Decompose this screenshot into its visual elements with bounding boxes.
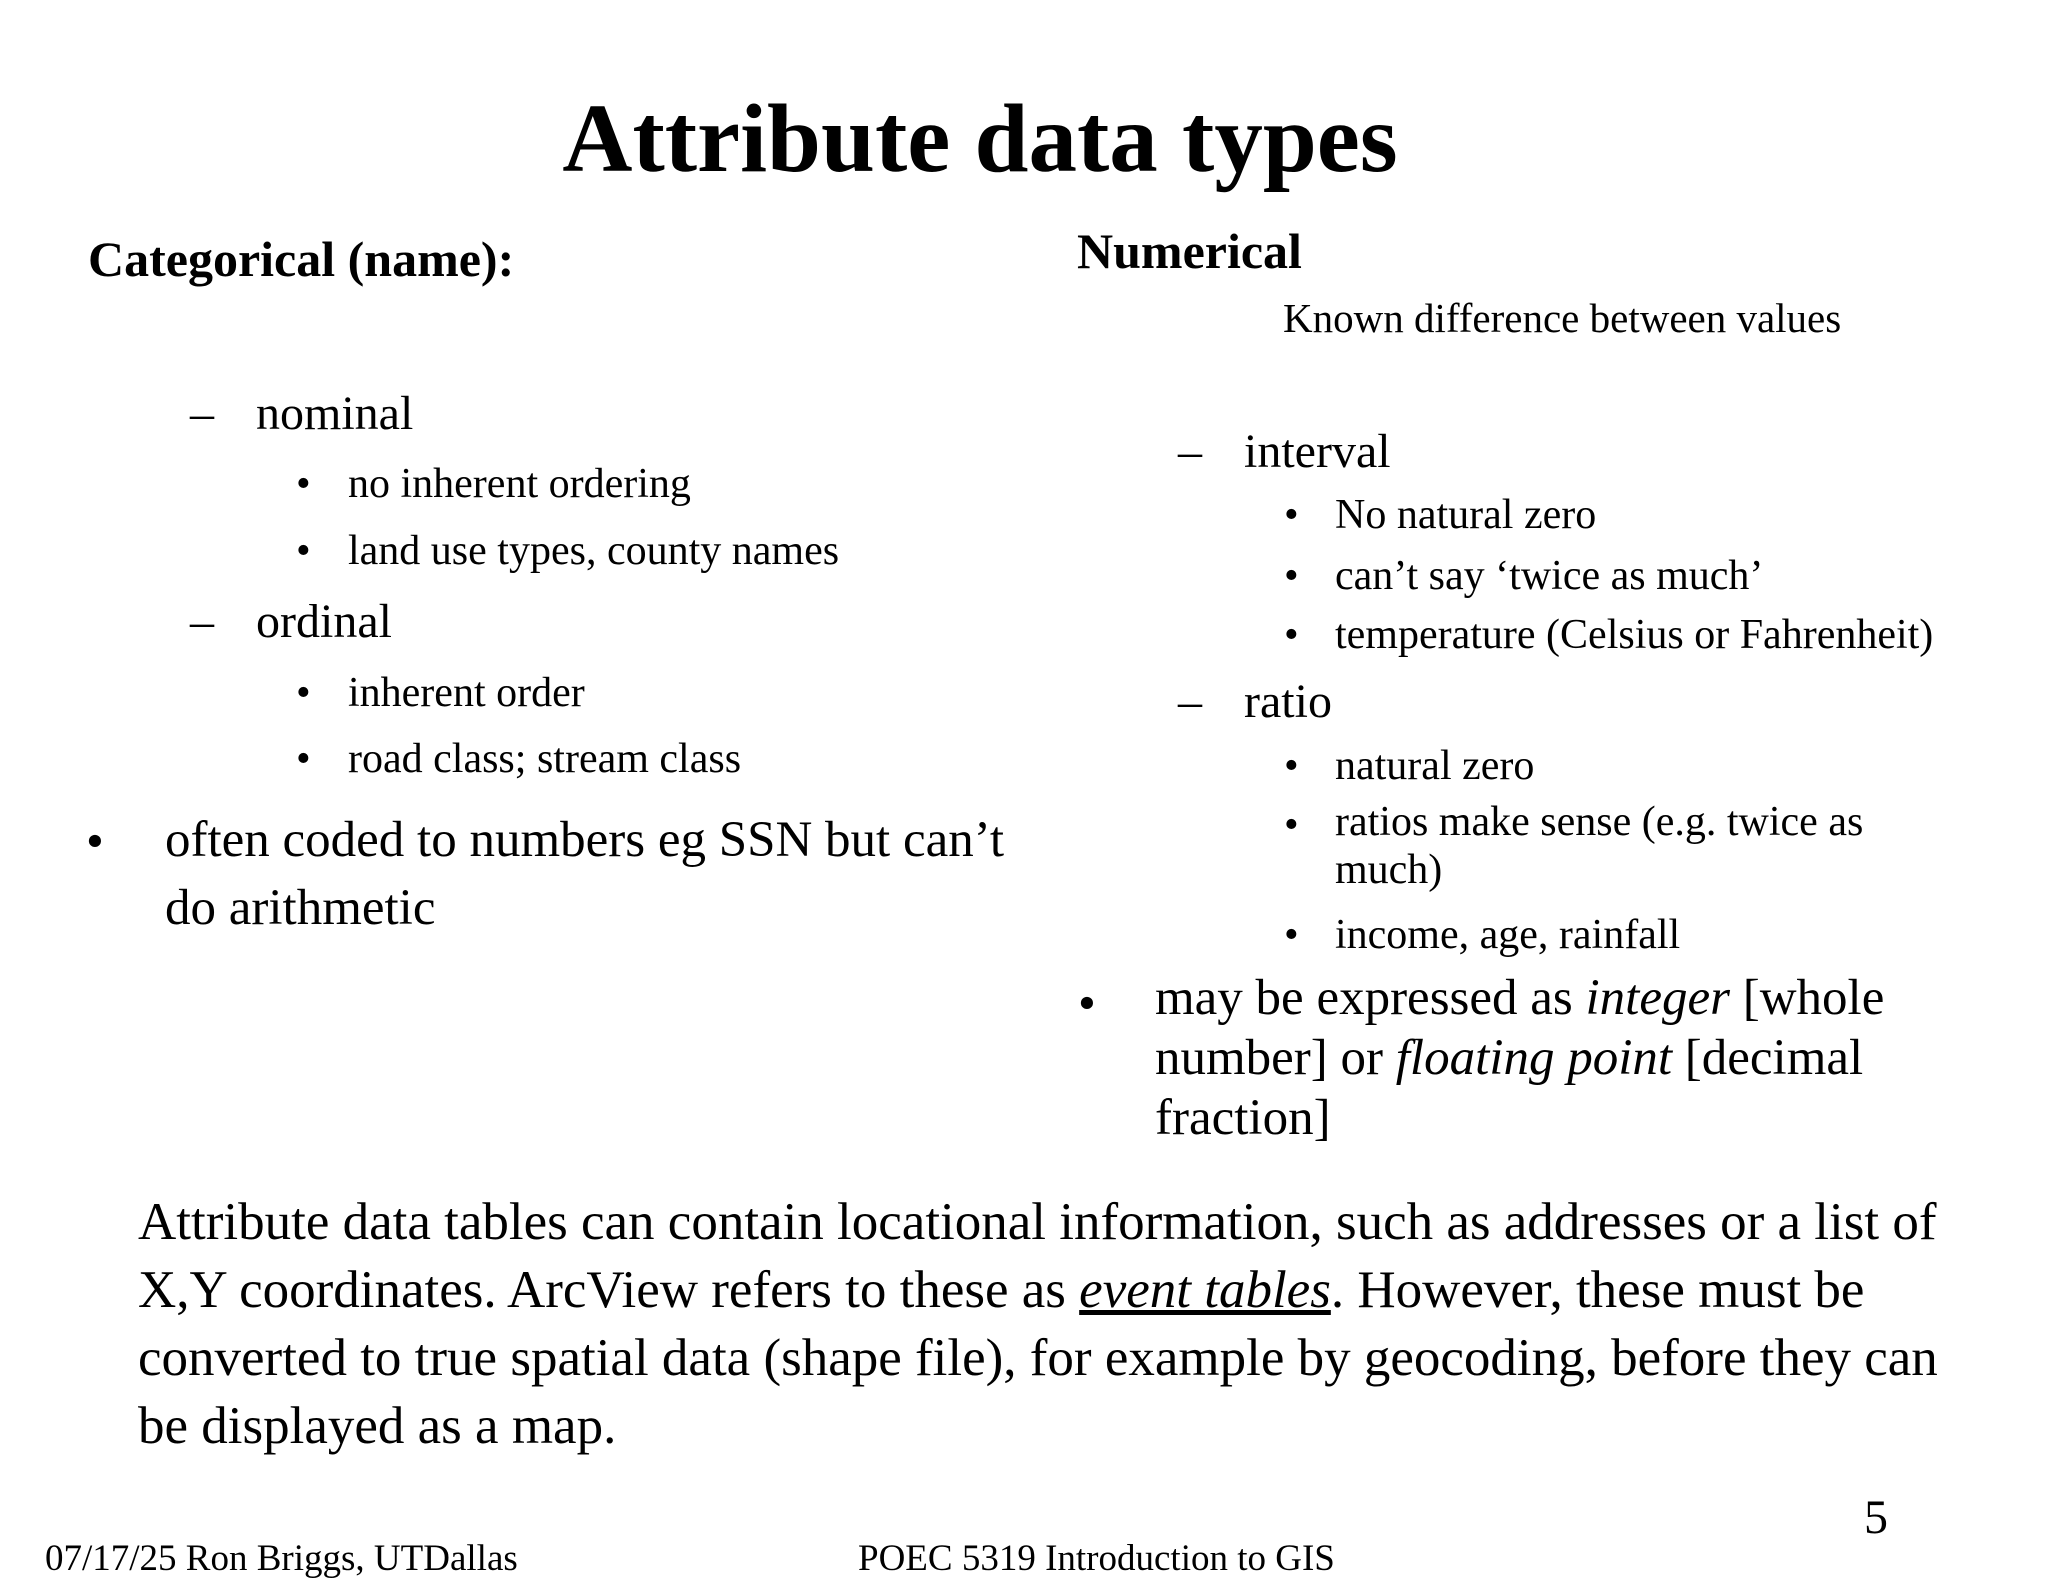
nominal-dash: –	[190, 387, 214, 440]
note-text: [whole number] or	[1155, 970, 1885, 1086]
ordinal-bullet-1: inherent order	[348, 670, 585, 716]
nominal-bullet-1: no inherent ordering	[348, 461, 691, 507]
categorical-note: often coded to numbers eg SSN but can’t do arithmetic	[165, 812, 1004, 936]
ratio-bullet-1: natural zero	[1335, 743, 1535, 789]
numerical-heading: Numerical	[1077, 223, 1302, 279]
note-italic: floating point	[1395, 1030, 1673, 1086]
bullet-icon: •	[1078, 976, 1096, 1032]
page-number: 5	[1864, 1491, 1888, 1544]
ratio-dash: –	[1178, 675, 1202, 728]
note-italic: integer	[1585, 970, 1730, 1026]
nominal-bullet-2: land use types, county names	[348, 528, 840, 574]
bullet-icon: •	[86, 814, 104, 870]
ordinal-label: ordinal	[256, 595, 392, 648]
interval-bullet-3: temperature (Celsius or Fahrenheit)	[1335, 612, 1934, 658]
footer-course: POEC 5319 Introduction to GIS	[858, 1538, 1335, 1579]
bullet-icon: •	[1284, 492, 1299, 538]
bullet-icon: •	[296, 670, 311, 716]
bullet-icon: •	[1284, 912, 1299, 958]
bullet-icon: •	[296, 528, 311, 574]
interval-dash: –	[1178, 425, 1202, 478]
bullet-icon: •	[1284, 802, 1299, 848]
bullet-icon: •	[296, 461, 311, 507]
interval-bullet-2: can’t say ‘twice as much’	[1335, 553, 1764, 599]
bullet-icon: •	[1284, 743, 1299, 789]
ratio-label: ratio	[1244, 675, 1332, 728]
paragraph-text: Attribute data tables can contain locational information, such as addresses or a list of X,Y coordinates. ArcView refers to these as	[138, 1193, 1937, 1319]
ordinal-bullet-2: road class; stream class	[348, 736, 742, 782]
ratio-bullet-2: ratios make sense (e.g. twice as much)	[1335, 799, 1864, 893]
interval-label: interval	[1244, 425, 1391, 478]
footer-date-author: 07/17/25 Ron Briggs, UTDallas	[45, 1538, 518, 1579]
paragraph-text: . However, these must be converted to true spatial data (shape file), for example by geocoding, before they can be displayed as a map.	[138, 1261, 1938, 1455]
numerical-note	[1155, 968, 2015, 1148]
bullet-icon: •	[1284, 553, 1299, 599]
categorical-heading: Categorical (name):	[88, 231, 515, 287]
numerical-subheading: Known difference between values	[1283, 295, 1842, 341]
interval-bullet-1: No natural zero	[1335, 492, 1597, 538]
bullet-icon: •	[1284, 612, 1299, 658]
note-text: [decimal fraction]	[1155, 1030, 1864, 1146]
slide-title: Attribute data types	[562, 85, 1398, 192]
note-text: may be expressed as	[1155, 970, 1586, 1026]
ordinal-dash: –	[190, 595, 214, 648]
bullet-icon: •	[296, 736, 311, 782]
event-tables-paragraph	[138, 1188, 1978, 1460]
nominal-label: nominal	[256, 387, 414, 440]
event-tables-term: event tables	[1079, 1261, 1331, 1319]
ratio-bullet-3: income, age, rainfall	[1335, 912, 1681, 958]
